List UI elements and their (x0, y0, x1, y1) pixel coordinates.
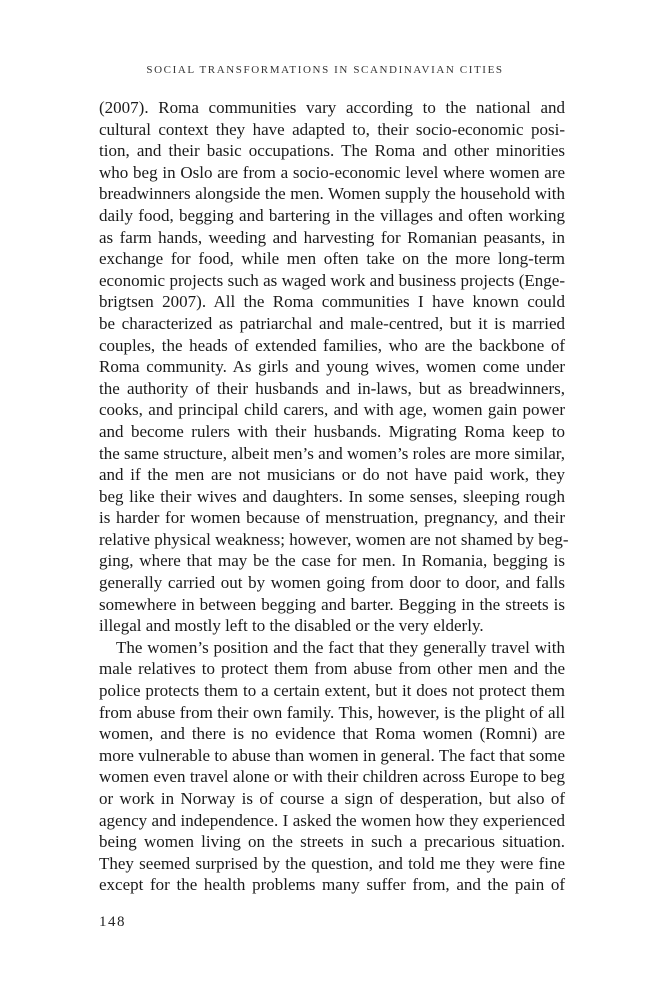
text-line: as farm hands, weeding and harvesting for Romanian peasants, in (99, 227, 565, 247)
text-line: brigtsen 2007). All the Roma communities I have known could (99, 292, 565, 312)
text-line: Roma community. As girls and young wives, women come under (99, 357, 565, 377)
text-line: agency and independence. I asked the women how they experienced (99, 810, 565, 830)
text-line: male relatives to protect them from abuse from other men and the (99, 659, 565, 679)
text-line: the same structure, albeit men’s and women’s roles are more similar, (99, 443, 565, 463)
text-line: police protects them to a certain extent, but it does not protect them (99, 681, 565, 701)
text-line: daily food, begging and bartering in the villages and often working (99, 205, 565, 225)
text-line: is harder for women because of menstruation, pregnancy, and their (99, 508, 565, 528)
text-line: breadwinners alongside the men. Women supply the household with (99, 184, 565, 204)
text-line: They seemed surprised by the question, and told me they were fine (99, 853, 565, 873)
text-line: tion, and their basic occupations. The Roma and other minorities (99, 141, 565, 161)
text-line: ging, where that may be the case for men. In Romania, begging is (99, 551, 565, 571)
text-line: and if the men are not musicians or do not have paid work, they (99, 465, 565, 485)
text-line: the authority of their husbands and in-laws, but as breadwinners, (99, 378, 565, 398)
body-text (99, 97, 569, 896)
text-line: somewhere in between begging and barter. Begging in the streets is (99, 594, 565, 614)
text-line: cultural context they have adapted to, their socio-economic posi- (99, 119, 565, 139)
text-line: women even travel alone or with their children across Europe to beg (99, 767, 565, 787)
text-line: and become rulers with their husbands. Migrating Roma keep to (99, 421, 565, 441)
text-line: being women living on the streets in such a precarious situation. (99, 832, 565, 852)
text-line: who beg in Oslo are from a socio-economic level where women are (99, 162, 565, 182)
text-line: or work in Norway is of course a sign of desperation, but also of (99, 789, 565, 808)
text-line: illegal and mostly left to the disabled or the very elderly. (99, 616, 484, 636)
text-line: women, and there is no evidence that Roma women (Romni) are (99, 724, 565, 744)
page-number: 148 (99, 914, 126, 930)
text-line: except for the health problems many suffer from, and the pain of (99, 875, 565, 895)
text-line: economic projects such as waged work and business projects (Enge- (99, 270, 565, 290)
text-line: from abuse from their own family. This, however, is the plight of all (99, 702, 565, 722)
text-line: couples, the heads of extended families, who are the backbone of (99, 335, 565, 355)
text-line: more vulnerable to abuse than women in general. The fact that some (99, 745, 565, 765)
text-line: cooks, and principal child carers, and with age, women gain power (99, 400, 565, 420)
text-line: generally carried out by women going from door to door, and falls (99, 573, 565, 593)
text-line: The women’s position and the fact that they generally travel with (116, 637, 565, 657)
text-line: (2007). Roma communities vary according to the national and (99, 98, 565, 117)
text-line: exchange for food, while men often take on the more long-term (99, 249, 565, 269)
running-head: SOCIAL TRANSFORMATIONS IN SCANDINAVIAN CITIES (146, 64, 504, 76)
text-line: be characterized as patriarchal and male-centred, but it is married (99, 313, 565, 333)
text-line: relative physical weakness; however, women are not shamed by beg- (99, 529, 569, 549)
text-line: beg like their wives and daughters. In some senses, sleeping rough (99, 486, 565, 506)
